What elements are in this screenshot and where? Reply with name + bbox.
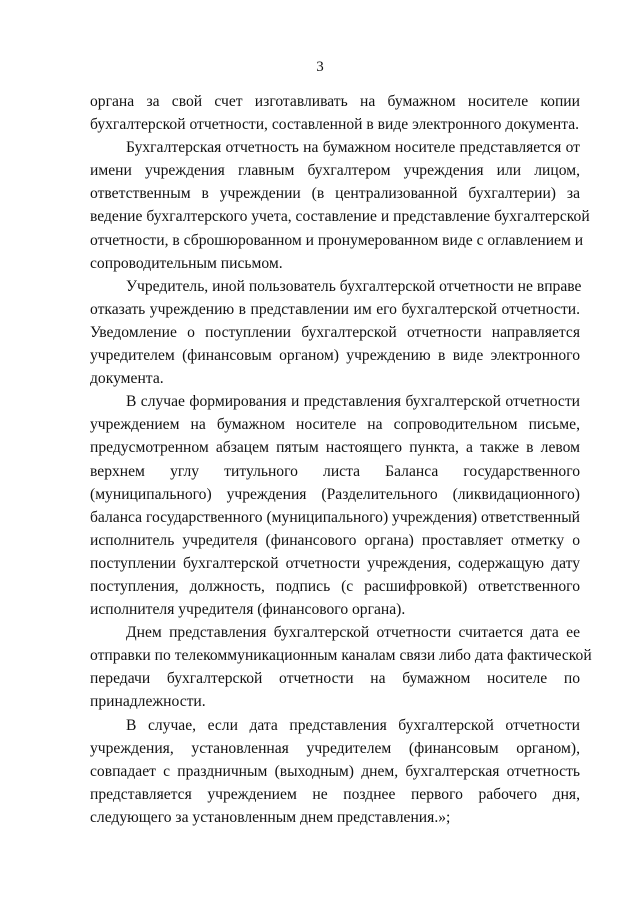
text-line: имени учреждения главным бухгалтером учреждения или лицом, — [90, 162, 580, 180]
text-line: верхнем углу титульного листа Баланса государственного — [90, 462, 580, 480]
text-line: представляется учреждением не позднее первого рабочего дня, — [90, 785, 580, 803]
text-line: исполнитель учредителя (финансового органа) проставляет отметку о — [90, 531, 580, 549]
text-line: принадлежности. — [90, 693, 206, 711]
text-line: следующего за установленным днем представления.»; — [90, 808, 451, 826]
text-line: отправки по телекоммуникационным каналам связи либо дата фактической — [90, 647, 592, 665]
paragraph — [90, 136, 590, 275]
text-line: учреждением на бумажном носителе на сопроводительном письме, — [90, 416, 580, 434]
text-line: поступления, должность, подпись (с расшифровкой) ответственного — [90, 577, 580, 595]
paragraph — [90, 714, 580, 829]
paragraph — [90, 275, 580, 390]
text-line: поступлении бухгалтерской отчетности учреждения, содержащую дату — [90, 554, 580, 572]
text-line: ответственным в учреждении (в централизованной бухгалтерии) за — [90, 185, 580, 203]
text-line: учреждения, установленная учредителем (финансовым органом), — [90, 739, 580, 757]
text-line: отчетности, в сброшюрованном и пронумерованном виде с оглавлением и — [90, 231, 584, 249]
text-line: передачи бухгалтерской отчетности на бумажном носителе по — [90, 670, 580, 688]
text-line: документа. — [90, 370, 164, 388]
text-line: отказать учреждению в представлении им его бухгалтерской отчетности. — [90, 300, 580, 318]
text-line: бухгалтерской отчетности, составленной в виде электронного документа. — [90, 116, 580, 134]
text-line: предусмотренном абзацем пятым настоящего пункта, а также в левом — [90, 439, 580, 457]
text-line: учредителем (финансовым органом) учреждению в виде электронного — [90, 347, 580, 365]
text-line: В случае формирования и представления бухгалтерской отчетности — [126, 393, 580, 411]
paragraph — [90, 90, 580, 136]
paragraph — [90, 390, 580, 621]
text-line: исполнителя учредителя (финансового органа). — [90, 601, 406, 619]
text-line: (муниципального) учреждения (Разделительного (ликвидационного) — [90, 485, 580, 503]
text-line: баланса государственного (муниципального) учреждения) ответственный — [90, 508, 581, 526]
text-line: совпадает с праздничным (выходным) днем, бухгалтерская отчетность — [90, 762, 580, 780]
text-line: органа за свой счет изготавливать на бумажном носителе копии — [90, 93, 580, 110]
text-line: Учредитель, иной пользователь бухгалтерской отчетности не вправе — [126, 277, 582, 295]
text-line: Уведомление о поступлении бухгалтерской отчетности направляется — [90, 323, 580, 341]
text-line: Днем представления бухгалтерской отчетности считается дата ее — [126, 624, 580, 642]
document-body — [90, 90, 592, 829]
text-line: Бухгалтерская отчетность на бумажном носителе представляется от — [126, 139, 580, 157]
text-line: В случае, если дата представления бухгалтерской отчетности — [126, 716, 580, 734]
text-line: сопроводительным письмом. — [90, 254, 283, 272]
page-number: 3 — [316, 59, 324, 75]
paragraph — [90, 621, 592, 713]
text-line: ведение бухгалтерского учета, составление и представление бухгалтерской — [90, 208, 590, 226]
